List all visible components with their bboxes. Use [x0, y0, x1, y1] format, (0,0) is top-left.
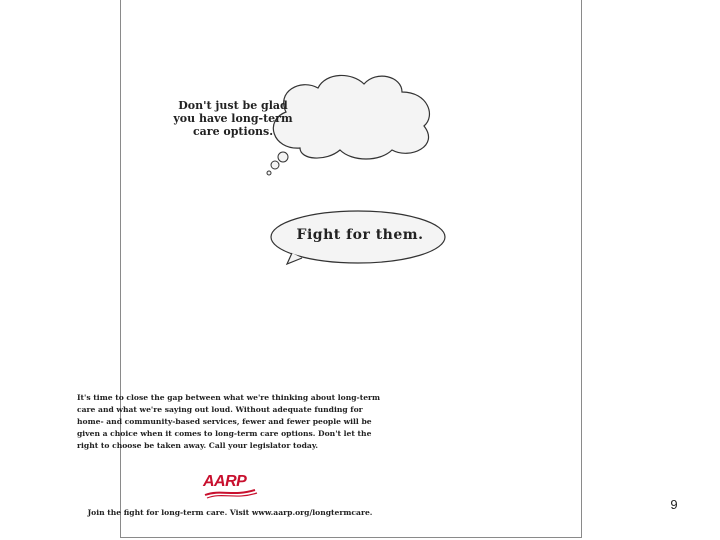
logo-swoosh-icon	[203, 473, 263, 499]
slide-number: 9	[670, 497, 678, 512]
ad-footer-text: Join the fight for long-term care. Visit www.aarp.org/longtermcare.	[87, 508, 373, 517]
aarp-logo-text: AARP	[203, 473, 247, 490]
ad-body-copy: It's time to close the gap between what we're thinking about long-term care and what we're saying out loud. Without adequate funding for home- and community-based services, fewer and fewer people will be given a choice when it comes to long-term care options. Don't let the right to choose be taken away. Call your legislator today.	[77, 393, 381, 450]
speech-bubble-text: Fight for them.	[296, 227, 424, 243]
aarp-logo	[203, 473, 263, 499]
thought-bubble-text: Don't just be glad you have long-term care options.	[173, 99, 293, 138]
